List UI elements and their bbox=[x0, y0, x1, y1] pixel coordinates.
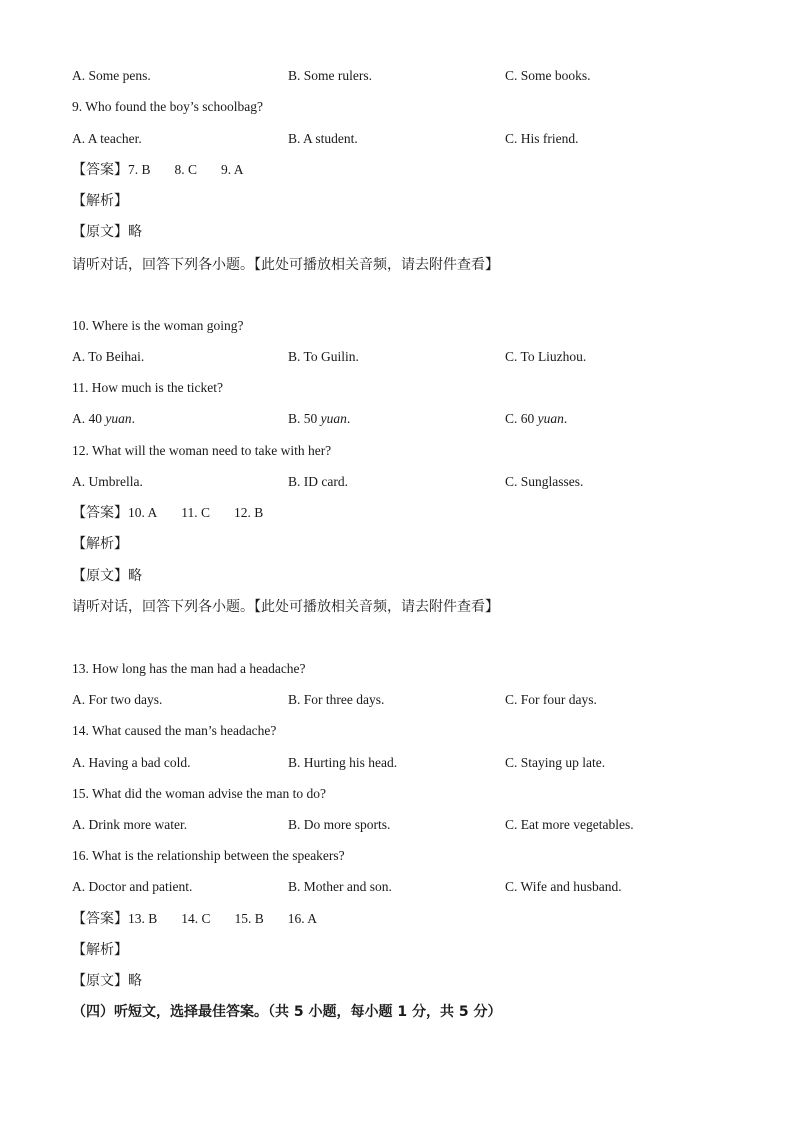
q9-options bbox=[72, 129, 732, 149]
q16-option-a: A. Doctor and patient. bbox=[72, 879, 193, 894]
q10-option-b: B. To Guilin. bbox=[288, 349, 359, 364]
analysis-tag: 【解析】 bbox=[72, 536, 128, 552]
answer-item: 15. B bbox=[234, 911, 264, 926]
q11-question: 11. How much is the ticket? bbox=[72, 380, 223, 395]
q14-option-b: B. Hurting his head. bbox=[288, 755, 398, 770]
q15-question: 15. What did the woman advise the man to do? bbox=[72, 786, 326, 801]
listen-prompt-1: 请听对话，回答下列各小题。【此处可播放相关音频，请去附件查看】 bbox=[72, 257, 499, 273]
answer-line-3 bbox=[72, 909, 317, 929]
q13-option-a: A. For two days. bbox=[72, 692, 163, 707]
answer-item: 12. B bbox=[234, 505, 264, 520]
answer-item: 9. A bbox=[221, 162, 244, 177]
q15-option-c: C. Eat more vegetables. bbox=[505, 817, 634, 832]
answer-tag: 【答案】 bbox=[72, 162, 128, 178]
q10-option-c: C. To Liuzhou. bbox=[505, 349, 587, 364]
q16-option-c: C. Wife and husband. bbox=[505, 879, 622, 894]
answer-item: 10. A bbox=[128, 505, 158, 520]
original-line-1 bbox=[72, 222, 142, 242]
original-tag: 【原文】 bbox=[72, 973, 128, 989]
analysis-tag: 【解析】 bbox=[72, 942, 128, 958]
answer-item: 16. A bbox=[287, 911, 318, 926]
q9-option-c: C. His friend. bbox=[505, 131, 579, 146]
q13-option-c: C. For four days. bbox=[505, 692, 597, 707]
q8-option-c: C. Some books. bbox=[505, 68, 591, 83]
q9-option-a: A. A teacher. bbox=[72, 131, 142, 146]
q12-option-b: B. ID card. bbox=[288, 474, 348, 489]
q14-options bbox=[72, 753, 732, 773]
q11-option-a: A. 40 yuan. bbox=[72, 411, 135, 426]
q8-options bbox=[72, 66, 732, 86]
q8-option-b: B. Some rulers. bbox=[288, 68, 372, 83]
answer-tag: 【答案】 bbox=[72, 911, 128, 927]
q11-option-b: B. 50 yuan. bbox=[288, 411, 351, 426]
q15-option-a: A. Drink more water. bbox=[72, 817, 188, 832]
q13-options bbox=[72, 690, 732, 710]
section-heading: （四）听短文，选择最佳答案。（共 5 小题，每小题 1 分，共 5 分） bbox=[72, 1004, 502, 1020]
original-tag: 【原文】 bbox=[72, 568, 128, 584]
q16-options bbox=[72, 877, 732, 897]
q9-option-b: B. A student. bbox=[288, 131, 358, 146]
original-text: 略 bbox=[128, 973, 142, 989]
q11-option-c: C. 60 yuan. bbox=[505, 411, 568, 426]
answer-item: 11. C bbox=[181, 505, 211, 520]
answer-item: 14. C bbox=[181, 911, 211, 926]
original-text: 略 bbox=[128, 224, 142, 240]
q12-option-a: A. Umbrella. bbox=[72, 474, 143, 489]
q11-options bbox=[72, 409, 732, 429]
q9-question: 9. Who found the boy’s schoolbag? bbox=[72, 99, 263, 114]
answer-item: 13. B bbox=[128, 911, 158, 926]
q16-option-b: B. Mother and son. bbox=[288, 879, 392, 894]
q10-option-a: A. To Beihai. bbox=[72, 349, 145, 364]
q14-option-c: C. Staying up late. bbox=[505, 755, 606, 770]
original-line-3 bbox=[72, 971, 142, 991]
answer-line-1 bbox=[72, 160, 244, 180]
q15-options bbox=[72, 815, 732, 835]
q13-option-b: B. For three days. bbox=[288, 692, 385, 707]
q14-option-a: A. Having a bad cold. bbox=[72, 755, 191, 770]
original-tag: 【原文】 bbox=[72, 224, 128, 240]
q10-options bbox=[72, 347, 732, 367]
q14-question: 14. What caused the man’s headache? bbox=[72, 723, 277, 738]
answer-tag: 【答案】 bbox=[72, 505, 128, 521]
q15-option-b: B. Do more sports. bbox=[288, 817, 391, 832]
answer-item: 8. C bbox=[174, 162, 198, 177]
q12-question: 12. What will the woman need to take with her? bbox=[72, 443, 332, 458]
original-line-2 bbox=[72, 566, 142, 586]
listen-prompt-2: 请听对话，回答下列各小题。【此处可播放相关音频，请去附件查看】 bbox=[72, 599, 499, 615]
q12-option-c: C. Sunglasses. bbox=[505, 474, 584, 489]
q12-options bbox=[72, 472, 732, 492]
analysis-tag: 【解析】 bbox=[72, 193, 128, 209]
q16-question: 16. What is the relationship between the speakers? bbox=[72, 848, 345, 863]
q10-question: 10. Where is the woman going? bbox=[72, 318, 244, 333]
answer-line-2 bbox=[72, 503, 263, 523]
answer-item: 7. B bbox=[128, 162, 151, 177]
original-text: 略 bbox=[128, 568, 142, 584]
q8-option-a: A. Some pens. bbox=[72, 68, 151, 83]
q13-question: 13. How long has the man had a headache? bbox=[72, 661, 306, 676]
